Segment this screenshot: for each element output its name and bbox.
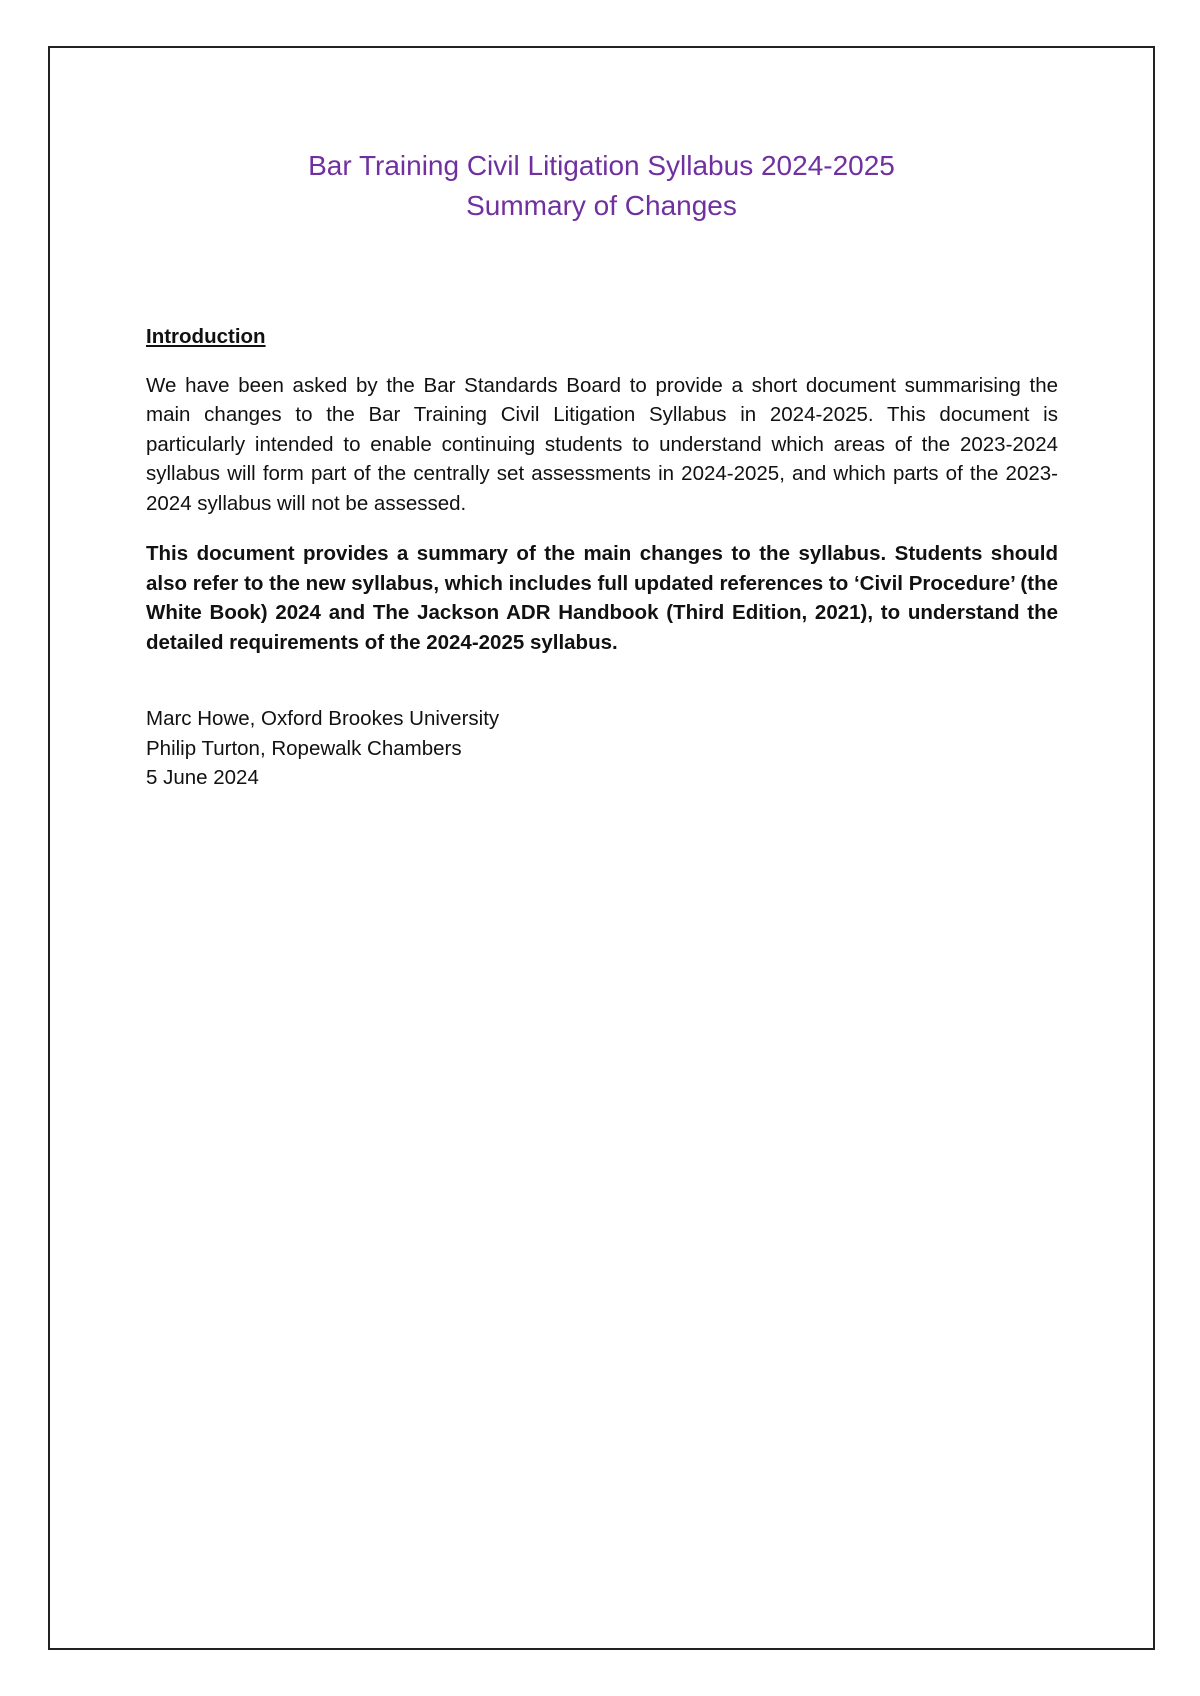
signatory-1: Marc Howe, Oxford Brookes University bbox=[146, 707, 500, 730]
title-block bbox=[48, 146, 1155, 226]
signatory-2: Philip Turton, Ropewalk Chambers bbox=[146, 736, 462, 760]
intro-paragraph: We have been asked by the Bar Standards Board to provide a short document summarising the main changes to the Bar Training Civil Litigation Syllabus in 2024-2025. This document is particularly intended to enable continuing students to understand which areas of the 2023-2024 syllabus will form part of the centrally set assessments in 2024-2025, and which parts of the 2023-2024 syllabus will not be assessed. bbox=[146, 373, 1058, 515]
signature-block bbox=[146, 704, 1058, 793]
page-border bbox=[48, 46, 1155, 1650]
summary-paragraph: This document provides a summary of the main changes to the syllabus. Students should also refer to the new syllabus, which includes full updated references to ‘Civil Procedure’ (the White Book) 2024 and The Jackson ADR Handbook (Third Edition, 2021), to understand the detailed requirements of the 2024-2025 syllabus. bbox=[146, 542, 1058, 654]
document-subtitle: Summary of Changes bbox=[466, 190, 737, 221]
document-date: 5 June 2024 bbox=[146, 766, 259, 789]
document-title: Bar Training Civil Litigation Syllabus 2024-2025 bbox=[308, 150, 895, 181]
section-heading: Introduction bbox=[146, 325, 266, 348]
document-body bbox=[146, 322, 1058, 793]
